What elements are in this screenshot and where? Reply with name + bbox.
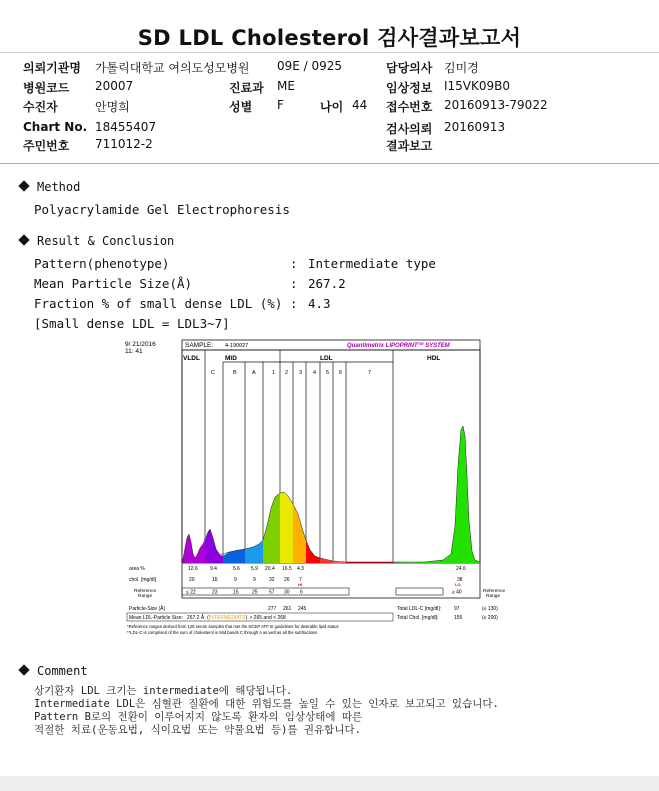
image-date: 9/ 21/2016 [125, 341, 156, 348]
band-a-label: A [252, 370, 256, 376]
particle-size-ldl3: 245 [298, 606, 307, 612]
ref-label-left-1: Reference [134, 589, 157, 594]
hdl-group-label: HDL [427, 355, 441, 362]
mid-a-peak [245, 540, 263, 563]
band-1-label: 1 [272, 370, 276, 376]
plot-area [182, 350, 480, 563]
total-ldl-ref: (≤ 130) [482, 606, 498, 612]
rrn-value: 711012-2 [95, 137, 153, 151]
brand-name: Quantimetrix LIPOPRINT™ SYSTEM [347, 341, 450, 349]
band-c-label: C [211, 370, 215, 376]
sample-value: 4-190027 [225, 343, 249, 349]
comment-line-2: Intermediate LDL은 심혈관 질환에 대한 위험도를 높일 수 있는 인자로 보고되고 있습니다. [34, 698, 499, 710]
bullet-diamond-icon [18, 234, 29, 245]
band-5-label: 5 [326, 370, 330, 376]
ldl1-peak [263, 493, 280, 563]
chol-b: 9 [234, 577, 237, 583]
fraction-label: Fraction % of small dense LDL (%) [34, 296, 283, 311]
chol-vldl: 20 [189, 577, 195, 583]
comment-line-1: 상기환자 LDL 크기는 intermediate에 해당됩니다. [34, 685, 293, 697]
doctor-value: 김미경 [444, 61, 479, 75]
ldl4-peak [306, 540, 320, 563]
vldl-peak [182, 534, 205, 563]
fraction-sep: : [290, 296, 298, 311]
ref-ldl1: 57 [269, 589, 275, 596]
band-7-label: 7 [368, 370, 372, 376]
institution-value: 가톨릭대학교 여의도성모병원 [95, 61, 250, 75]
sex-value: F [277, 98, 284, 112]
particle-size-label-img: Particle-Size (Å) [129, 606, 166, 612]
dept-label: 진료과 [229, 81, 264, 95]
ref-ldl2: 30 [284, 589, 290, 596]
pattern-value: Intermediate type [308, 256, 436, 271]
area-label: area % [129, 566, 145, 572]
area-c: 9.4 [210, 566, 217, 572]
ref-vldl: ≤ 22 [186, 589, 196, 596]
area-a: 5.9 [251, 566, 258, 572]
result-heading [18, 234, 174, 248]
area-ldl1: 20.4 [265, 566, 275, 572]
ref-box-right [396, 588, 443, 595]
comment-heading [18, 664, 88, 678]
pattern-sep: : [290, 256, 298, 271]
particle-size-value: 267.2 [308, 276, 346, 291]
ref-label-right-2: Range [486, 594, 501, 599]
particle-size-ldl1: 277 [268, 606, 277, 612]
report-title: SD LDL Cholesterol 검사결과보고서 [137, 26, 522, 50]
ref-label-left-2: Range [138, 594, 153, 599]
age-value: 44 [352, 98, 368, 112]
comment-heading-text: Comment [37, 664, 88, 678]
particle-size-sep: : [290, 276, 298, 291]
institution-label: 의뢰기관명 [23, 61, 81, 75]
clinical-label: 임상정보 [386, 81, 433, 95]
band-b-label: B [233, 370, 237, 376]
total-chol-value: 155 [454, 615, 463, 621]
fraction-value: 4.3 [308, 296, 331, 311]
doctor-label: 담당의사 [386, 61, 433, 75]
footnote-1: *Reference ranges derived from 125 serum samples that met the NCEP ATP III guidelines for desirable lipid status [127, 624, 339, 629]
request-value: 20160913 [444, 120, 506, 134]
comment-line-3: Pattern B로의 전환이 이루어지지 않도록 환자의 임상상태에 따른 [34, 711, 363, 723]
total-ldl-value: 97 [454, 606, 460, 612]
chol-c: 15 [212, 577, 218, 583]
ldl-group-label: LDL [320, 355, 333, 362]
vldl-group-label: VLDL [183, 355, 200, 362]
sample-label: SAMPLE: [185, 342, 214, 349]
area-ldl3: 4.3 [297, 566, 304, 572]
lipoprint-report-image [125, 336, 505, 641]
title-divider [0, 52, 659, 53]
particle-size-ldl2: 261 [283, 606, 292, 612]
ref-ldl3: 6 [300, 589, 303, 596]
band-6-label: 6 [339, 370, 343, 376]
band-4-label: 4 [313, 370, 317, 376]
header-divider [0, 163, 659, 164]
hdl-peak [393, 426, 480, 563]
result-heading-text: Result & Conclusion [37, 234, 175, 248]
method-heading-text: Method [37, 180, 81, 194]
footnote-2: **LDL-C is comprised of the sum of cholesterol in Mid bands C through A as well as all the subfractions [127, 630, 318, 635]
receipt-value: 20160913-79022 [444, 98, 548, 112]
chol-a: 9 [253, 577, 256, 583]
ldl2-peak [280, 492, 293, 563]
ref-box-left [182, 588, 349, 595]
rrn-label: 주민번호 [23, 139, 70, 153]
chol-ldl2: 26 [284, 577, 290, 583]
bullet-diamond-icon [18, 180, 29, 191]
patient-label: 수진자 [23, 100, 58, 114]
bullet-diamond-icon [18, 664, 29, 675]
chol-ldl3: 7 [299, 577, 302, 583]
ref-hdl: ≥ 40 [452, 589, 462, 596]
hospital-code-value: 20007 [95, 79, 134, 93]
chol-ldl3-flag: HI [298, 582, 302, 587]
chol-hdl-flag: LO [455, 582, 461, 587]
small-dense-note: [Small dense LDL = LDL3~7] [34, 316, 230, 331]
ref-a: 25 [252, 589, 258, 596]
comment-line-4: 적절한 치료(운동요법, 식이요법 또는 약물요법 등)를 권유합니다. [34, 724, 361, 736]
area-hdl: 24.6 [456, 566, 466, 572]
area-vldl: 12.6 [188, 566, 198, 572]
mean-size-line: Mean LDL-Particle Size: 267.2 Å (INTERMEDIATE) > 265 and < 268 [129, 615, 286, 621]
area-ldl2: 16.5 [282, 566, 292, 572]
request-label: 검사의뢰 [386, 122, 433, 136]
total-chol-label: Total Chol. [mg/dl]: [397, 615, 439, 621]
patient-value: 안명희 [95, 100, 130, 114]
band-3-label: 3 [299, 370, 303, 376]
area-b: 5.6 [233, 566, 240, 572]
particle-size-label: Mean Particle Size(Å) [34, 276, 193, 291]
chol-label: chol. [mg/dl] [129, 577, 156, 583]
sex-label: 성별 [229, 100, 253, 114]
band-2-label: 2 [285, 370, 289, 376]
clinical-value: I15VK09B0 [444, 79, 511, 93]
hospital-code-label: 병원코드 [23, 81, 70, 95]
method-text: Polyacrylamide Gel Electrophoresis [34, 202, 290, 217]
image-time: 11: 41 [125, 348, 143, 355]
chart-label: Chart No. [23, 120, 88, 134]
age-label: 나이 [320, 100, 344, 114]
dept-value: ME [277, 79, 295, 93]
report-label: 결과보고 [386, 139, 433, 153]
receipt-label: 접수번호 [386, 100, 433, 114]
mid-c-peak [205, 529, 223, 563]
pattern-label: Pattern(phenotype) [34, 256, 170, 271]
chol-ldl1: 32 [269, 577, 275, 583]
total-ldl-label: Total LDL-C [mg/dl]: [397, 606, 442, 612]
total-chol-ref: (≤ 200) [482, 615, 498, 621]
method-heading [18, 180, 80, 194]
chol-hdl: 38 [457, 577, 463, 583]
ref-b: 15 [233, 589, 239, 596]
ref-label-right-1: Reference [483, 589, 505, 594]
profile-outline [182, 426, 480, 563]
mid-group-label: MID [225, 355, 237, 362]
ref-c: 23 [212, 589, 218, 596]
page-footer-band [0, 776, 659, 791]
ward-value: 09E / 0925 [277, 59, 343, 73]
chart-value: 18455407 [95, 120, 157, 134]
